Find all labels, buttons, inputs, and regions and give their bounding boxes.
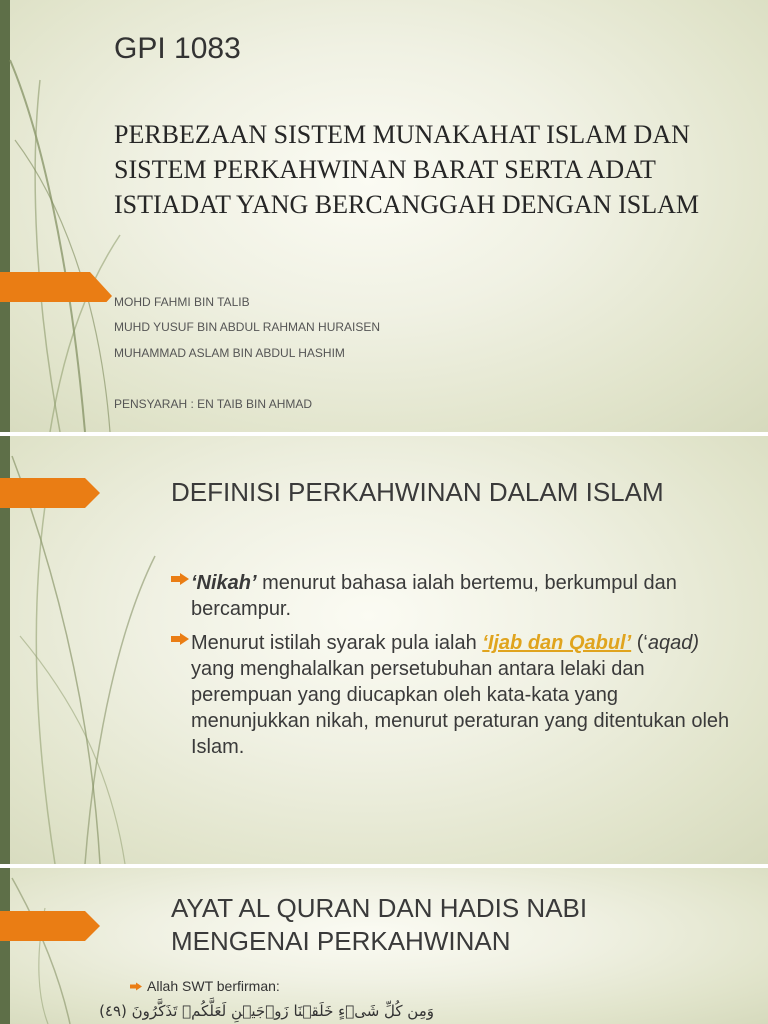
aqad-term: aqad) (647, 632, 699, 654)
allah-berfirman: Allah SWT berfirman: (147, 978, 280, 994)
term-nikah: ‘Nikah’ (191, 572, 257, 594)
author-3: MUHAMMAD ASLAM BIN ABDUL HASHIM (114, 346, 345, 360)
section-heading-line2: MENGENAI PERKAHWINAN (171, 926, 511, 956)
author-2: MUHD YUSUF BIN ABDUL RAHMAN HURAISEN (114, 320, 381, 334)
orange-tab-marker (0, 272, 112, 302)
paren-open: (‘ (631, 632, 648, 654)
presentation-title: PERBEZAAN SISTEM MUNAKAHAT ISLAM DAN SISTEM PERKAHWINAN BARAT SERTA ADAT ISTIADAT YANG BERCANGGAH DENGAN ISLAM (114, 120, 699, 219)
bullet-item (171, 630, 731, 760)
bullet-text: Menurut istilah syarak pula ialah (191, 632, 483, 654)
ijab-qabul-link[interactable]: ‘Ijab dan Qabul’ (482, 632, 632, 654)
course-code: GPI 1083 (114, 32, 241, 65)
orange-tab-marker (0, 478, 100, 508)
section-heading: DEFINISI PERKAHWINAN DALAM ISLAM (171, 477, 664, 507)
arrow-bullet-icon (171, 633, 189, 645)
bullet-text: menurut bahasa ialah bertemu, berkumpul dan bercampur. (191, 572, 677, 620)
section-heading-line1: AYAT AL QURAN DAN HADIS NABI (171, 893, 588, 923)
slide-definition (0, 436, 768, 864)
lecturer-line: PENSYARAH : EN TAIB BIN AHMAD (114, 397, 313, 411)
author-1: MOHD FAHMI BIN TALIB (114, 295, 250, 309)
bullet-text-rest: yang menghalalkan persetubuhan antara lelaki dan perempuan yang diucapkan oleh kata-kata yang menunjukkan nikah, menurut peraturan yang ditentukan oleh Islam. (191, 658, 730, 758)
definition-bullets (171, 570, 731, 768)
quran-verse: وَمِن كُلِّ شَىۡءٍ خَلَقۡنَا زَوۡجَيۡنِ لَعَلَّكُمۡ تَذَكَّرُونَ (٤٩) (99, 1002, 434, 1020)
arrow-bullet-icon (130, 982, 142, 991)
arrow-bullet-icon (171, 573, 189, 585)
bullet-item (171, 570, 731, 622)
slide-title (0, 0, 768, 432)
slide-quran (0, 868, 768, 1024)
orange-tab-marker (0, 911, 100, 941)
